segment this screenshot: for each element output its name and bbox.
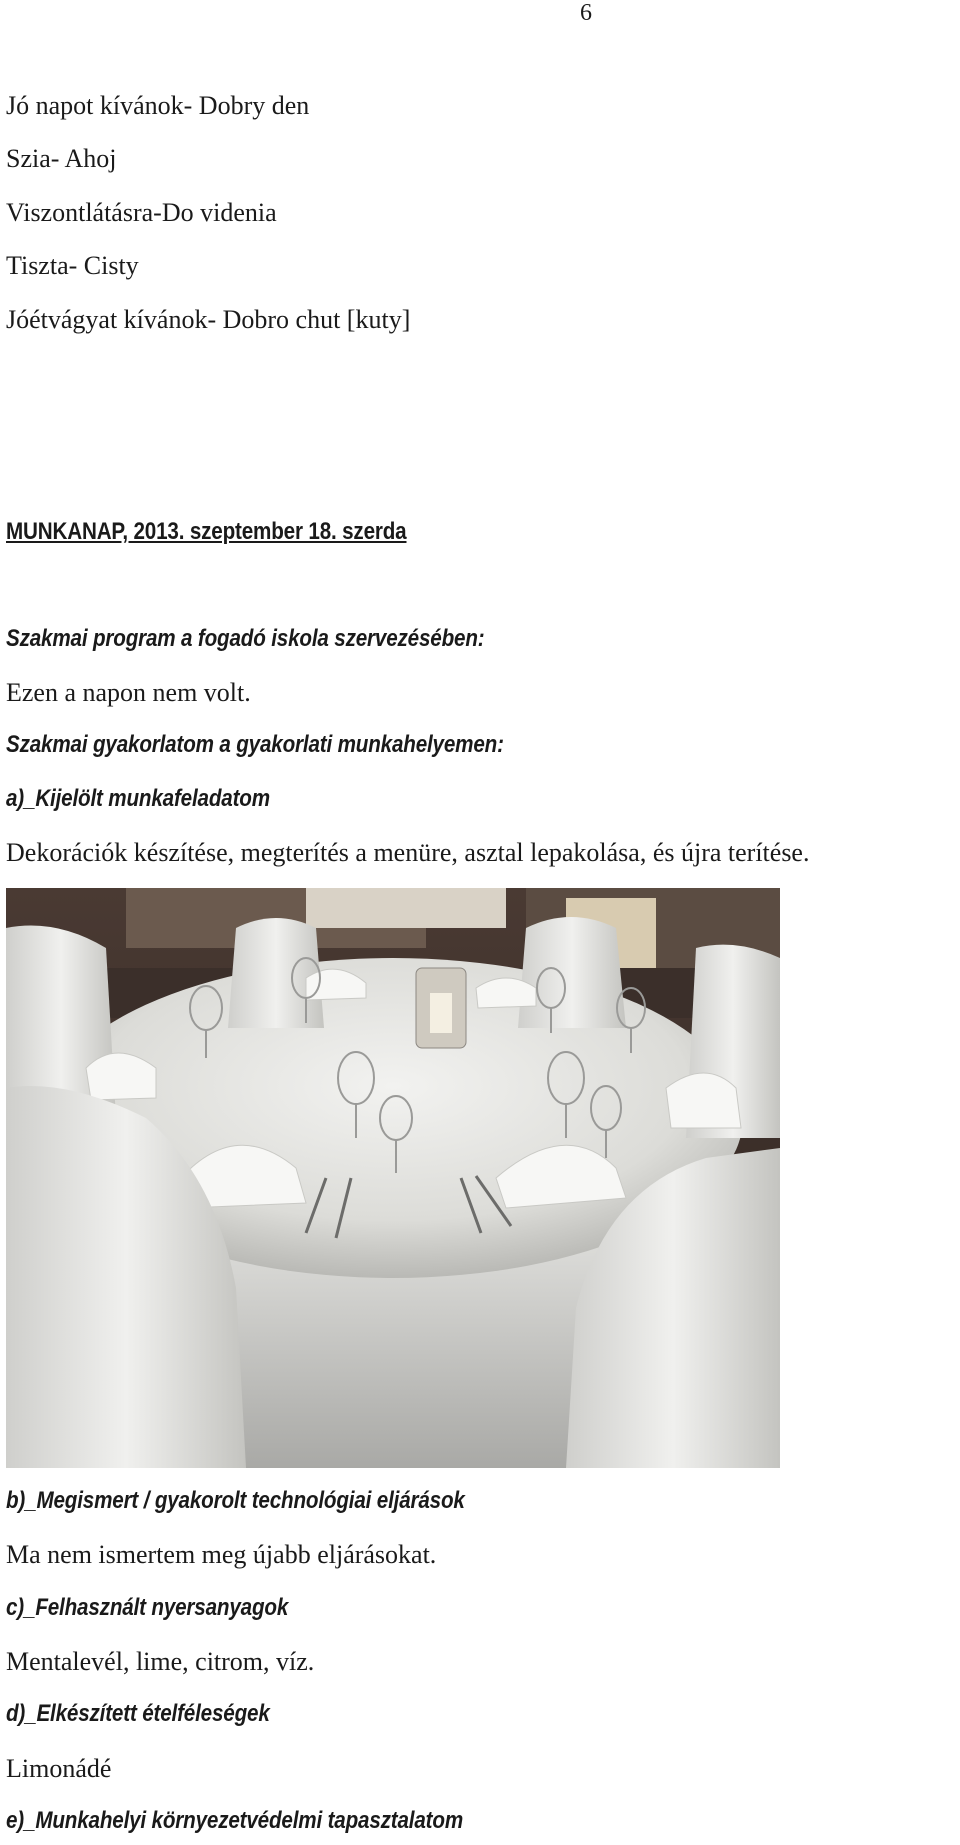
greeting-line-5: Jóétvágyat kívánok- Dobro chut [kuty] xyxy=(6,305,411,334)
section-c-heading: c)_Felhasznált nyersanyagok xyxy=(6,1594,289,1621)
section-a-heading: a)_Kijelölt munkafeladatom xyxy=(6,785,270,812)
section-e-heading: e)_Munkahelyi környezetvédelmi tapasztalatom xyxy=(6,1807,463,1834)
program-heading: Szakmai program a fogadó iskola szervezésében: xyxy=(6,625,485,652)
section-b-text: Ma nem ismertem meg újabb eljárásokat. xyxy=(6,1540,437,1569)
greeting-line-1: Jó napot kívánok- Dobry den xyxy=(6,91,310,120)
day-title: MUNKANAP, 2013. szeptember 18. szerda xyxy=(6,518,407,545)
section-d-text: Limonádé xyxy=(6,1754,112,1783)
greeting-line-4: Tiszta- Cisty xyxy=(6,251,139,280)
greeting-line-3: Viszontlátásra-Do videnia xyxy=(6,198,277,227)
page-number: 6 xyxy=(580,0,592,26)
table-setting-photo xyxy=(6,888,780,1468)
section-b-heading: b)_Megismert / gyakorolt technológiai eljárások xyxy=(6,1487,465,1514)
section-a-text: Dekorációk készítése, megterítés a menüre, asztal lepakolása, és újra terítése. xyxy=(6,838,810,867)
practice-heading: Szakmai gyakorlatom a gyakorlati munkahelyemen: xyxy=(6,731,504,758)
section-d-heading: d)_Elkészített ételféleségek xyxy=(6,1700,270,1727)
section-c-text: Mentalevél, lime, citrom, víz. xyxy=(6,1647,315,1676)
greeting-line-2: Szia- Ahoj xyxy=(6,144,117,173)
program-text: Ezen a napon nem volt. xyxy=(6,678,251,707)
